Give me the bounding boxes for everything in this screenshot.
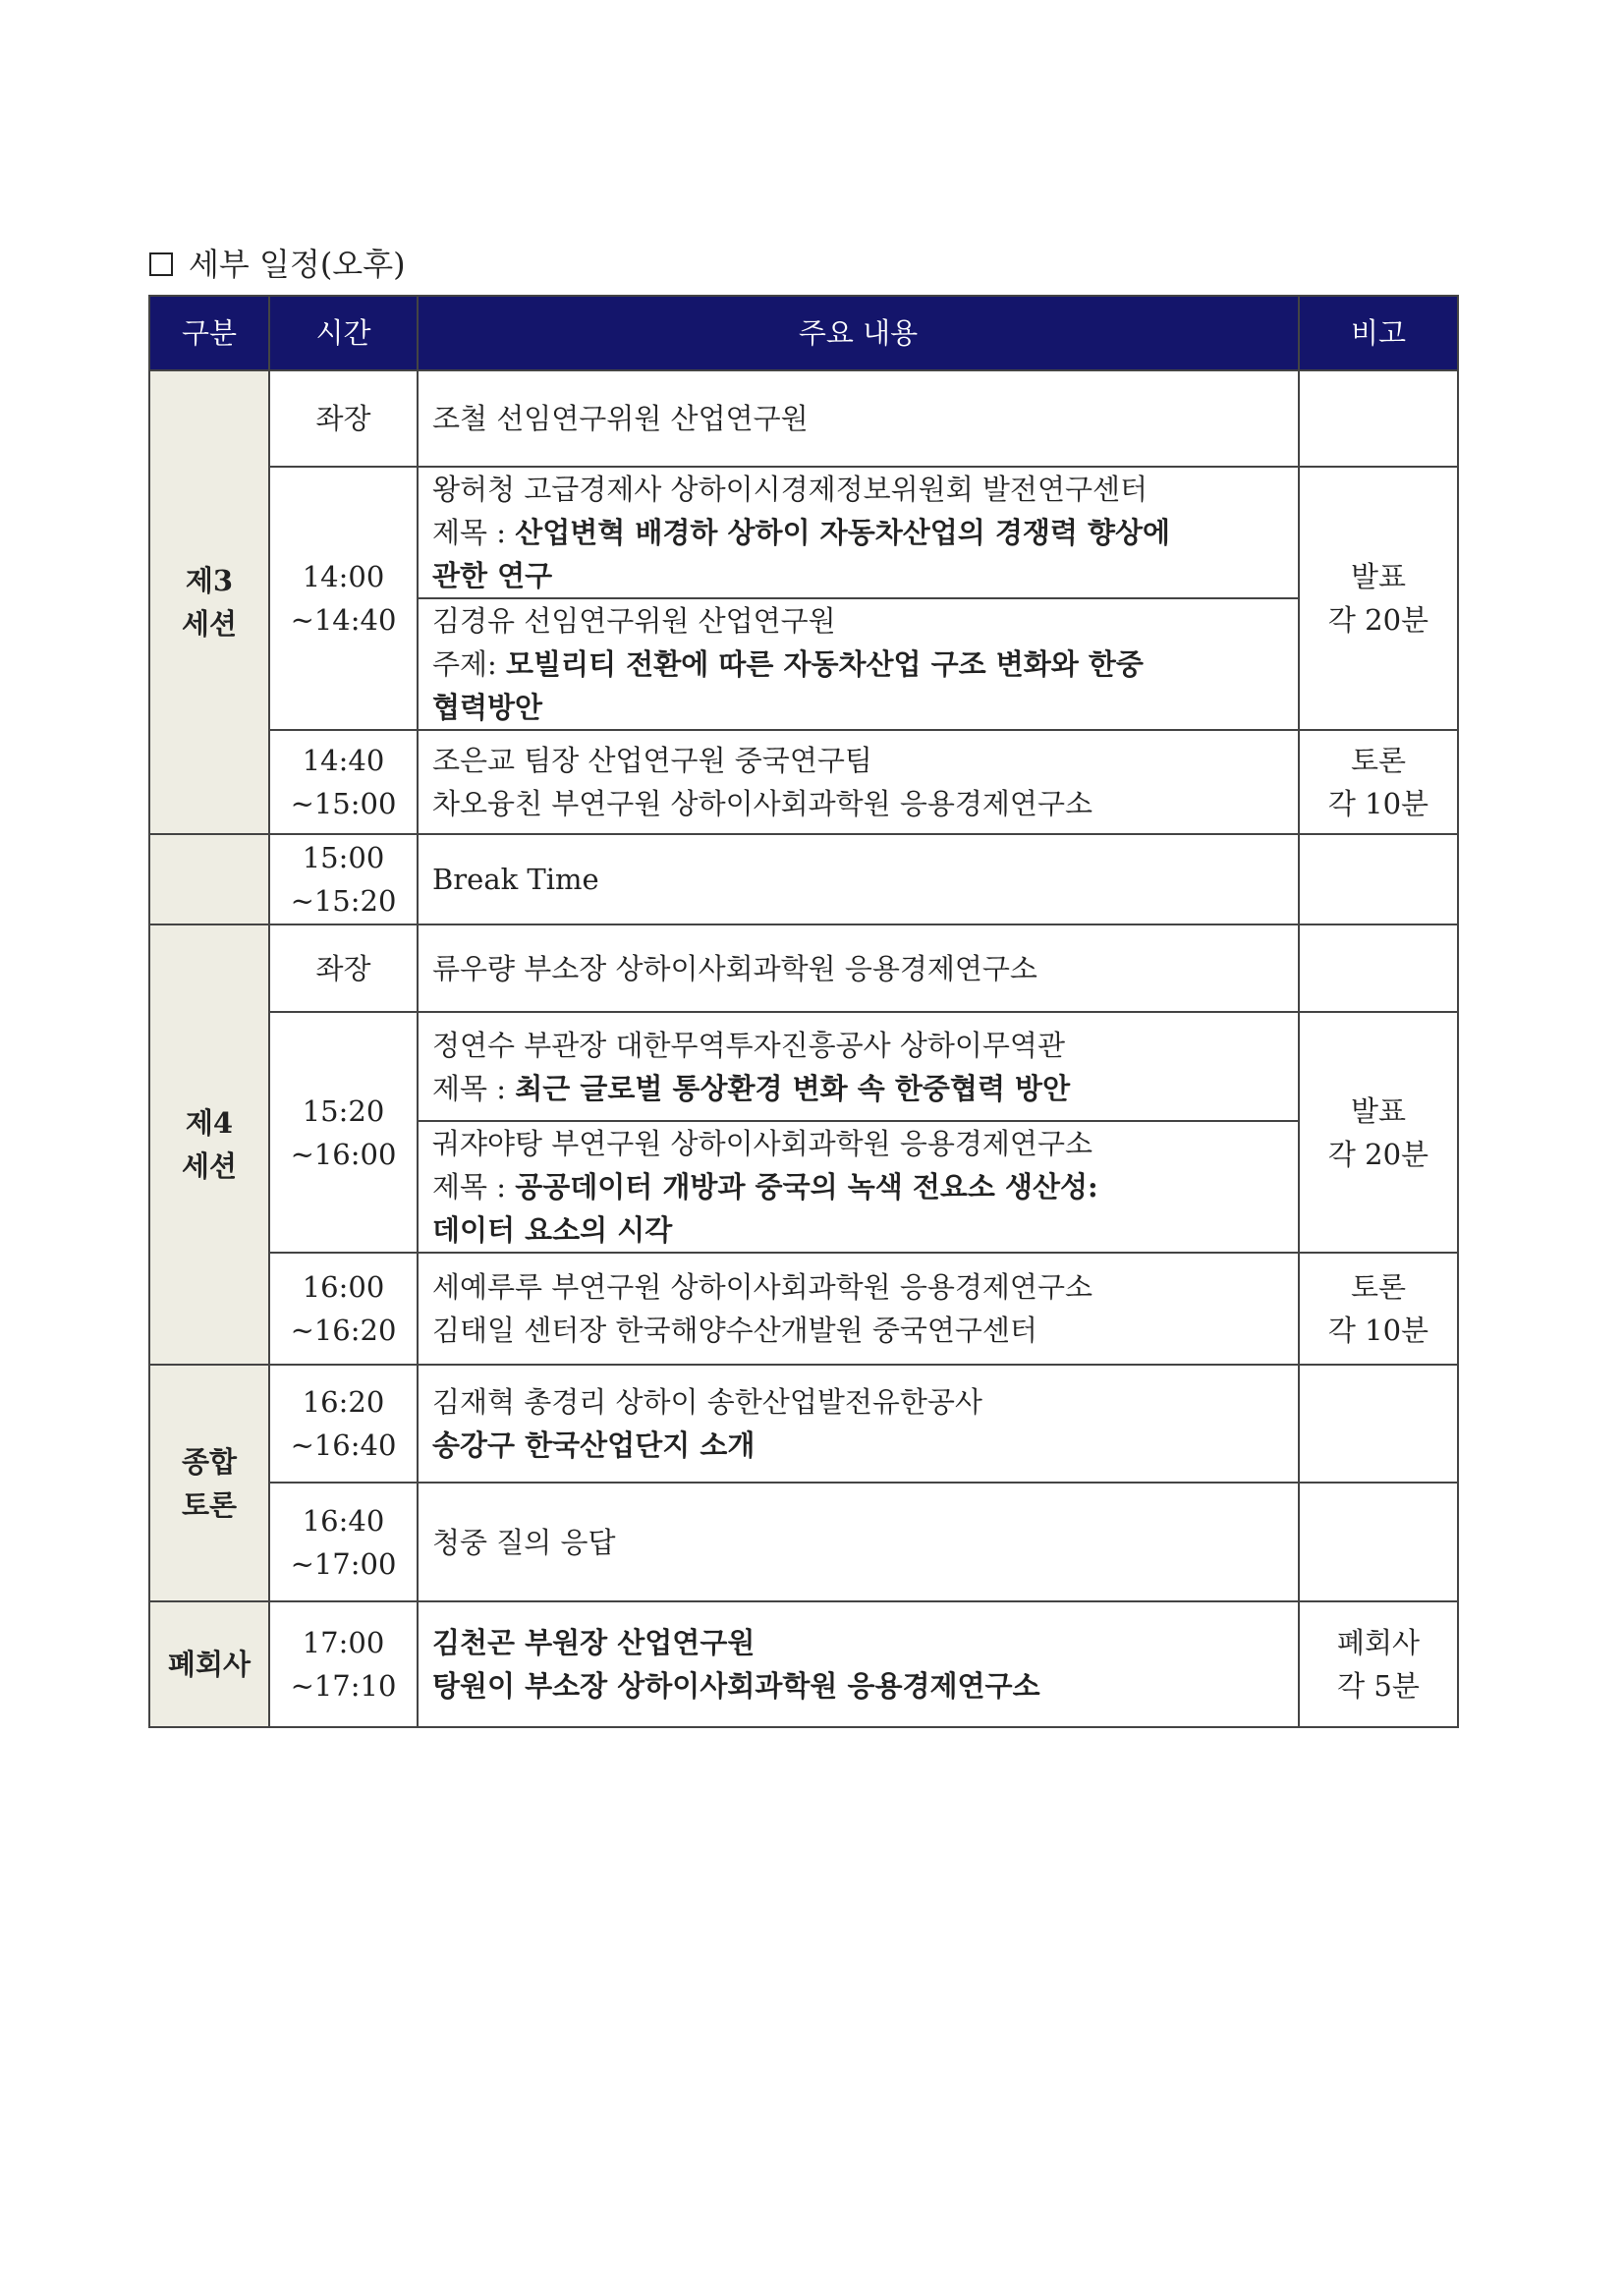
break-note xyxy=(1299,834,1458,924)
s3-chair-time: 좌장 xyxy=(269,370,418,467)
header-note: 비고 xyxy=(1299,296,1458,370)
closing-content: 김천곤 부원장 산업연구원 탕원이 부소장 상하이사회과학원 응용경제연구소 xyxy=(418,1601,1299,1727)
break-row xyxy=(149,834,1458,924)
s4-disc-row xyxy=(149,1253,1458,1365)
closing-label: 폐회사 xyxy=(149,1601,269,1727)
s3-disc-time: 14:40 ~15:00 xyxy=(269,730,418,834)
s3-pres-time: 14:00 ~14:40 xyxy=(269,467,418,730)
s3-pres1-row xyxy=(149,467,1458,598)
s4-disc-time: 16:00 ~16:20 xyxy=(269,1253,418,1365)
s4-pres-note: 발표 각 20분 xyxy=(1299,1012,1458,1253)
break-content: Break Time xyxy=(418,834,1299,924)
header-row xyxy=(149,296,1458,370)
session3-label: 제3 세션 xyxy=(149,370,269,834)
closing-note: 폐회사 각 5분 xyxy=(1299,1601,1458,1727)
s4-chair-content: 류우량 부소장 상하이사회과학원 응용경제연구소 xyxy=(418,924,1299,1012)
general-qa-time: 16:40 ~17:00 xyxy=(269,1483,418,1601)
s3-chair-row xyxy=(149,370,1458,467)
section-heading xyxy=(149,244,406,285)
s3-disc-note: 토론 각 10분 xyxy=(1299,730,1458,834)
s3-chair-content: 조철 선임연구위원 산업연구원 xyxy=(418,370,1299,467)
general-intro-time: 16:20 ~16:40 xyxy=(269,1365,418,1483)
general-qa-row xyxy=(149,1483,1458,1601)
general-qa-content: 청중 질의 응답 xyxy=(418,1483,1299,1601)
schedule-table xyxy=(148,295,1459,1728)
s3-disc-row xyxy=(149,730,1458,834)
header-content: 주요 내용 xyxy=(418,296,1299,370)
break-time: 15:00 ~15:20 xyxy=(269,834,418,924)
heading-text: 세부 일정(오후) xyxy=(189,246,406,283)
s3-disc-content: 조은교 팀장 산업연구원 중국연구팀 차오융친 부연구원 상하이사회과학원 응용경제연구소 xyxy=(418,730,1299,834)
break-section xyxy=(149,834,269,924)
s4-pres1-row xyxy=(149,1012,1458,1121)
session4-label: 제4 세션 xyxy=(149,924,269,1365)
header-section: 구분 xyxy=(149,296,269,370)
general-intro-note xyxy=(1299,1365,1458,1483)
s3-chair-note xyxy=(1299,370,1458,467)
s4-disc-note: 토론 각 10분 xyxy=(1299,1253,1458,1365)
s4-pres1-content: 정연수 부관장 대한무역투자진흥공사 상하이무역관 제목 : 최근 글로벌 통상환경 변화 속 한중협력 방안 xyxy=(418,1012,1299,1121)
s3-pres2-content: 김경유 선임연구위원 산업연구원 주제: 모빌리티 전환에 따른 자동차산업 구조 변화와 한중 협력방안 xyxy=(418,598,1299,730)
s4-pres-time: 15:20 ~16:00 xyxy=(269,1012,418,1253)
general-label: 종합 토론 xyxy=(149,1365,269,1601)
s4-disc-content: 세예루루 부연구원 상하이사회과학원 응용경제연구소 김태일 센터장 한국해양수산개발원 중국연구센터 xyxy=(418,1253,1299,1365)
s4-pres2-content: 궈쟈야탕 부연구원 상하이사회과학원 응용경제연구소 제목 : 공공데이터 개방과 중국의 녹색 전요소 생산성: 데이터 요소의 시각 xyxy=(418,1121,1299,1253)
general-qa-note xyxy=(1299,1483,1458,1601)
s3-pres1-content: 왕허청 고급경제사 상하이시경제정보위원회 발전연구센터 제목 : 산업변혁 배경하 상하이 자동차산업의 경쟁력 향상에 관한 연구 xyxy=(418,467,1299,598)
s4-chair-row xyxy=(149,924,1458,1012)
s4-chair-time: 좌장 xyxy=(269,924,418,1012)
general-intro-row xyxy=(149,1365,1458,1483)
header-time: 시간 xyxy=(269,296,418,370)
general-intro-content: 김재혁 총경리 상하이 송한산업발전유한공사 송강구 한국산업단지 소개 xyxy=(418,1365,1299,1483)
s4-chair-note xyxy=(1299,924,1458,1012)
closing-time: 17:00 ~17:10 xyxy=(269,1601,418,1727)
closing-row xyxy=(149,1601,1458,1727)
s3-pres-note: 발표 각 20분 xyxy=(1299,467,1458,730)
checkbox-square-icon xyxy=(149,252,173,276)
